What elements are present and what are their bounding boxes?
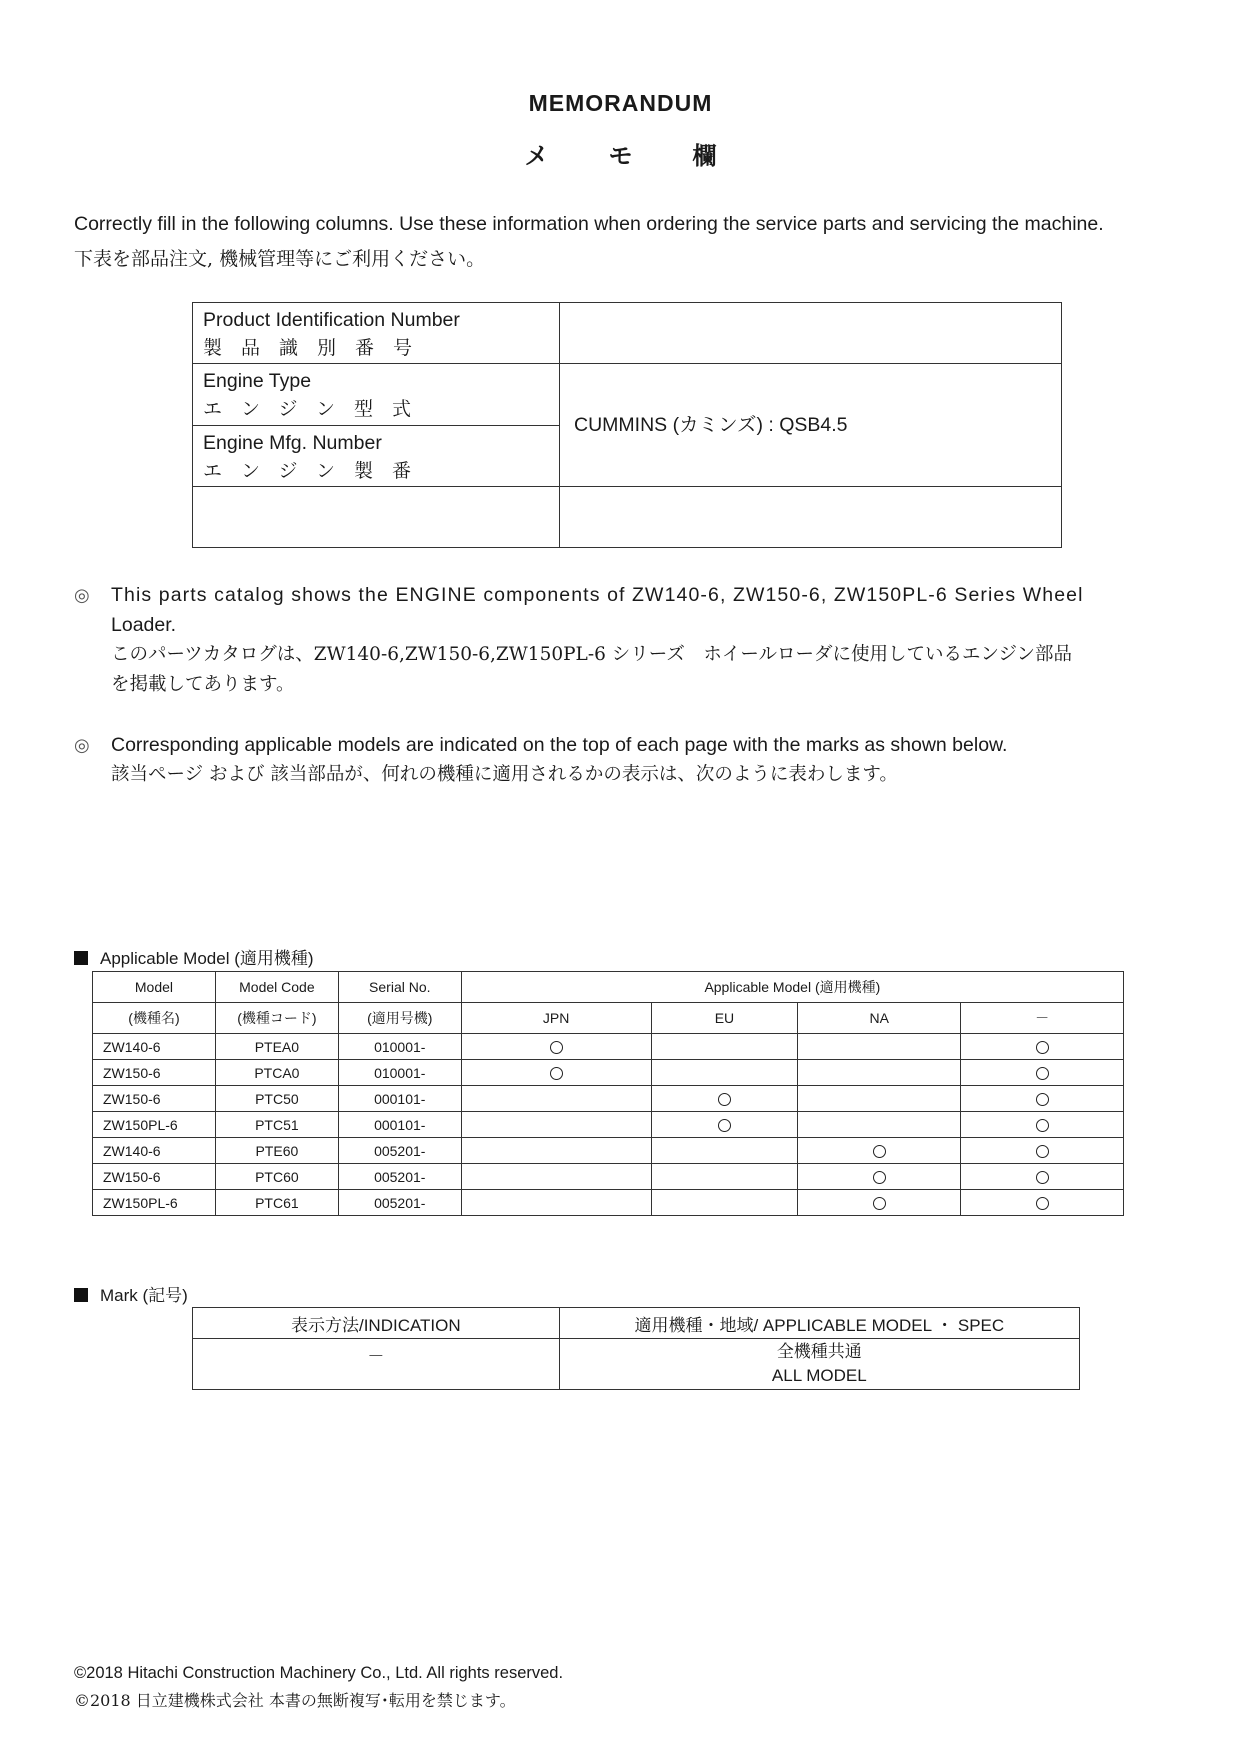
row-model-code: PTC51 <box>215 1112 338 1138</box>
table-row <box>93 1138 1124 1164</box>
row-model: ZW140-6 <box>93 1034 216 1060</box>
circle-mark-icon <box>1036 1197 1049 1210</box>
note-applicable-models <box>74 730 1234 792</box>
row-region-mark <box>461 1086 651 1112</box>
row-serial: 010001- <box>338 1060 461 1086</box>
memorandum-title-jp <box>0 136 1241 171</box>
row-serial: 005201- <box>338 1138 461 1164</box>
row-model: ZW150PL-6 <box>93 1190 216 1216</box>
row-region-mark <box>461 1034 651 1060</box>
note-parts-catalog <box>74 580 1234 700</box>
mark-heading-text: Mark (記号) <box>100 1286 188 1305</box>
row-model-code: PTEA0 <box>215 1034 338 1060</box>
table-header-row <box>93 972 1124 1003</box>
row-model-code: PTE60 <box>215 1138 338 1164</box>
circle-mark-icon <box>550 1067 563 1080</box>
memo-label-cell <box>193 303 560 364</box>
mark-indication-dash: － <box>193 1339 560 1390</box>
circle-mark-icon <box>873 1171 886 1184</box>
row-model: ZW150PL-6 <box>93 1112 216 1138</box>
title-jp-char: メ <box>524 143 549 170</box>
mark-spec-en: ALL MODEL <box>771 1366 867 1385</box>
table-row <box>93 1060 1124 1086</box>
row-region-mark <box>798 1112 961 1138</box>
note1-en-line2: Loader. <box>111 614 177 636</box>
note1-jp-line2: を掲載してあります。 <box>111 674 295 695</box>
row-region-mark <box>651 1086 798 1112</box>
mark-header-indication: 表示方法/INDICATION <box>193 1308 560 1339</box>
row-region-mark <box>798 1138 961 1164</box>
note1-jp-line1: このパーツカタログは、ZW140-6,ZW150-6,ZW150PL-6 シリーズ ホイールローダに使用しているエンジン部品 <box>111 644 1073 665</box>
intro-text-en: Correctly fill in the following columns. Use these information when ordering the service parts and servicing the machine. <box>74 213 1104 235</box>
row-region-mark <box>798 1190 961 1216</box>
row-region-mark <box>461 1190 651 1216</box>
row-model-code: PTC61 <box>215 1190 338 1216</box>
row-model: ZW140-6 <box>93 1138 216 1164</box>
row-region-mark <box>461 1060 651 1086</box>
footer-copyright-en: ©2018 Hitachi Construction Machinery Co., Ltd. All rights reserved. <box>74 1664 564 1682</box>
applicable-model-table <box>92 971 1124 1216</box>
row-region-mark <box>461 1164 651 1190</box>
title-jp-char: 欄 <box>692 143 717 170</box>
header-region-na: NA <box>798 1003 961 1034</box>
mark-header-row <box>193 1308 1080 1339</box>
note2-en: Corresponding applicable models are indicated on the top of each page with the marks as shown below. <box>111 734 1008 756</box>
mark-table <box>192 1307 1080 1390</box>
square-bullet-icon <box>74 951 88 965</box>
product-id-value-field[interactable] <box>560 303 1062 364</box>
memo-row-engine-type <box>193 364 1062 426</box>
header-serial-jp: (適用号機) <box>338 1003 461 1034</box>
circle-mark-icon <box>873 1197 886 1210</box>
header-model-code-jp: (機種コード) <box>215 1003 338 1034</box>
memo-label-cell <box>193 364 560 426</box>
row-region-mark <box>461 1138 651 1164</box>
memo-table <box>192 302 1062 548</box>
mark-header-spec: 適用機種・地域/ APPLICABLE MODEL ・ SPEC <box>559 1308 1079 1339</box>
applicable-model-heading-text: Applicable Model (適用機種) <box>100 949 314 968</box>
row-region-mark <box>651 1138 798 1164</box>
note-bullet-icon: ◎ <box>74 585 90 605</box>
memo-label-en: Product Identification Number <box>203 309 460 331</box>
row-region-mark <box>961 1138 1124 1164</box>
row-serial: 000101- <box>338 1086 461 1112</box>
table-row <box>93 1112 1124 1138</box>
memo-row-blank <box>193 487 1062 548</box>
row-region-mark <box>651 1190 798 1216</box>
row-region-mark <box>651 1034 798 1060</box>
memo-row-product-id <box>193 303 1062 364</box>
row-region-mark <box>651 1164 798 1190</box>
title-jp-char: モ <box>608 143 633 170</box>
note2-jp: 該当ページ および 該当部品が、何れの機種に適用されるかの表示は、次のように表わします。 <box>111 764 898 785</box>
row-region-mark <box>961 1164 1124 1190</box>
memo-label-jp: 製品識別番号 <box>203 337 432 359</box>
square-bullet-icon <box>74 1288 88 1302</box>
header-region-common: － <box>961 1003 1124 1034</box>
mark-row <box>193 1339 1080 1390</box>
mark-spec-jp: 全機種共通 <box>776 1342 862 1362</box>
table-header-row <box>93 1003 1124 1034</box>
memo-label-en: Engine Mfg. Number <box>203 431 382 454</box>
mark-spec-cell <box>559 1339 1079 1390</box>
circle-mark-icon <box>718 1093 731 1106</box>
engine-type-text: CUMMINS (カミンズ) : QSB4.5 <box>574 414 848 436</box>
footer-copyright-jp: ©2018 日立建機株式会社 本書の無断複写･転用を禁じます。 <box>74 1691 516 1710</box>
row-model-code: PTC50 <box>215 1086 338 1112</box>
row-region-mark <box>651 1060 798 1086</box>
row-model: ZW150-6 <box>93 1086 216 1112</box>
circle-mark-icon <box>550 1041 563 1054</box>
memo-blank-label-field[interactable] <box>193 487 560 548</box>
row-region-mark <box>798 1060 961 1086</box>
row-region-mark <box>961 1190 1124 1216</box>
row-region-mark <box>961 1060 1124 1086</box>
memo-label-cell <box>193 425 560 487</box>
header-applicable-model: Applicable Model (適用機種) <box>461 972 1123 1003</box>
header-serial: Serial No. <box>338 972 461 1003</box>
memo-label-en: Engine Type <box>203 370 312 392</box>
row-serial: 005201- <box>338 1164 461 1190</box>
row-region-mark <box>798 1086 961 1112</box>
row-model: ZW150-6 <box>93 1164 216 1190</box>
row-region-mark <box>651 1112 798 1138</box>
row-serial: 010001- <box>338 1034 461 1060</box>
engine-type-value <box>560 364 1062 487</box>
row-model-code: PTCA0 <box>215 1060 338 1086</box>
table-row <box>93 1164 1124 1190</box>
header-region-eu: EU <box>651 1003 798 1034</box>
header-model: Model <box>93 972 216 1003</box>
header-model-code: Model Code <box>215 972 338 1003</box>
circle-mark-icon <box>718 1119 731 1132</box>
row-model-code: PTC60 <box>215 1164 338 1190</box>
circle-mark-icon <box>1036 1041 1049 1054</box>
memorandum-title: MEMORANDUM <box>528 90 713 116</box>
note-bullet-icon: ◎ <box>74 735 90 755</box>
row-region-mark <box>798 1034 961 1060</box>
circle-mark-icon <box>873 1145 886 1158</box>
mark-heading <box>74 1281 188 1306</box>
circle-mark-icon <box>1036 1093 1049 1106</box>
applicable-model-heading <box>74 944 314 969</box>
row-model: ZW150-6 <box>93 1060 216 1086</box>
row-region-mark <box>961 1034 1124 1060</box>
memo-label-jp: エンジン製番 <box>203 459 431 482</box>
table-row <box>93 1034 1124 1060</box>
circle-mark-icon <box>1036 1145 1049 1158</box>
note1-en-line1: This parts catalog shows the ENGINE components of ZW140-6, ZW150-6, ZW150PL-6 Series Wheel <box>111 584 1084 606</box>
header-model-jp: (機種名) <box>93 1003 216 1034</box>
row-region-mark <box>461 1112 651 1138</box>
circle-mark-icon <box>1036 1119 1049 1132</box>
row-region-mark <box>961 1112 1124 1138</box>
memo-label-jp: エンジン型式 <box>203 398 431 420</box>
row-region-mark <box>961 1086 1124 1112</box>
table-row <box>93 1190 1124 1216</box>
memo-blank-value-field[interactable] <box>560 487 1062 548</box>
table-row <box>93 1086 1124 1112</box>
row-serial: 000101- <box>338 1112 461 1138</box>
row-region-mark <box>798 1164 961 1190</box>
circle-mark-icon <box>1036 1171 1049 1184</box>
note-body <box>111 580 1206 700</box>
intro-text-jp: 下表を部品注文, 機械管理等にご利用ください。 <box>74 248 486 270</box>
note-body <box>111 730 1206 790</box>
circle-mark-icon <box>1036 1067 1049 1080</box>
header-region-jpn: JPN <box>461 1003 651 1034</box>
row-serial: 005201- <box>338 1190 461 1216</box>
